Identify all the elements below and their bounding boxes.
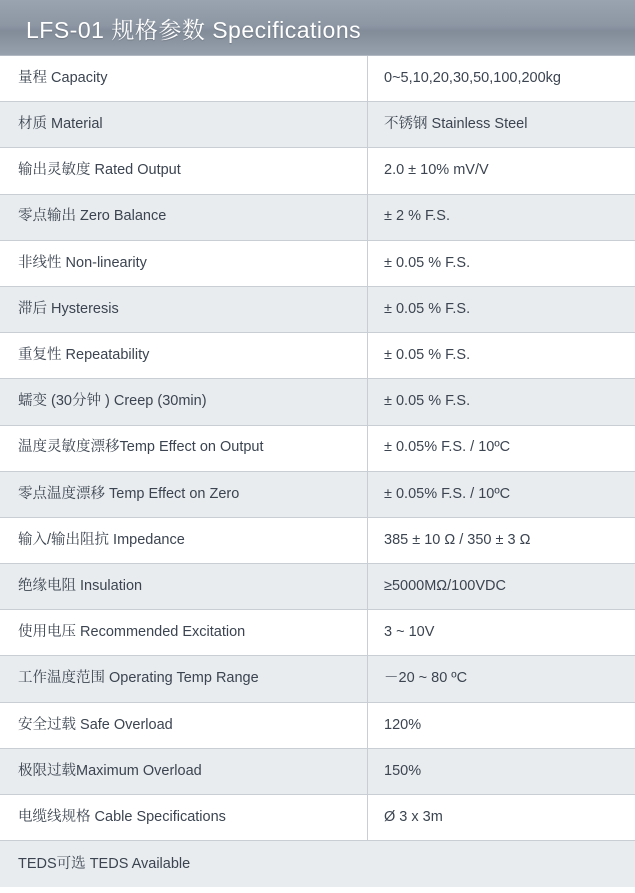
- spec-label: 工作温度范围 Operating Temp Range: [0, 656, 368, 702]
- spec-label: 材质 Material: [0, 102, 368, 148]
- spec-value: 150%: [368, 749, 635, 795]
- spec-label: 使用电压 Recommended Excitation: [0, 610, 368, 656]
- spec-label: 极限过载Maximum Overload: [0, 749, 368, 795]
- spec-value: 0~5,10,20,30,50,100,200kg: [368, 56, 635, 102]
- table-row: [0, 426, 635, 472]
- spec-value: ± 0.05 % F.S.: [368, 241, 635, 287]
- spec-value: 2.0 ± 10% mV/V: [368, 148, 635, 194]
- spec-value: ± 0.05% F.S. / 10ºC: [368, 426, 635, 472]
- table-row: [0, 703, 635, 749]
- table-row: [0, 610, 635, 656]
- spec-label: 电缆线规格 Cable Specifications: [0, 795, 368, 841]
- spec-label: 滞后 Hysteresis: [0, 287, 368, 333]
- table-row: [0, 749, 635, 795]
- table-row: [0, 333, 635, 379]
- spec-label: 输出灵敏度 Rated Output: [0, 148, 368, 194]
- table-row: [0, 656, 635, 702]
- spec-label: TEDS可选 TEDS Available: [18, 855, 191, 872]
- table-row: [0, 102, 635, 148]
- table-row: [0, 518, 635, 564]
- table-row: [0, 841, 635, 887]
- spec-label: 温度灵敏度漂移Temp Effect on Output: [0, 426, 368, 472]
- spec-label: 量程 Capacity: [0, 56, 368, 102]
- table-row: [0, 287, 635, 333]
- table-row: [0, 379, 635, 425]
- spec-label: 非线性 Non-linearity: [0, 241, 368, 287]
- specifications-table: [0, 56, 635, 893]
- spec-label: 绝缘电阻 Insulation: [0, 564, 368, 610]
- table-row: [0, 564, 635, 610]
- spec-label: 蠕变 (30分钟 ) Creep (30min): [0, 379, 368, 425]
- table-row: [0, 241, 635, 287]
- spec-value: 不锈钢 Stainless Steel: [368, 102, 635, 148]
- spec-label: 重复性 Repeatability: [0, 333, 368, 379]
- spec-value: ± 0.05 % F.S.: [368, 379, 635, 425]
- spec-label: 零点输出 Zero Balance: [0, 195, 368, 241]
- spec-value: ± 2 % F.S.: [368, 195, 635, 241]
- spec-value: 120%: [368, 703, 635, 749]
- spec-value: ≥5000MΩ/100VDC: [368, 564, 635, 610]
- spec-value: 3 ~ 10V: [368, 610, 635, 656]
- spec-value: －20 ~ 80 ºC: [368, 656, 635, 702]
- table-row: [0, 195, 635, 241]
- spec-value: ± 0.05 % F.S.: [368, 333, 635, 379]
- spec-label: 输入/输出阻抗 Impedance: [0, 518, 368, 564]
- spec-value: ± 0.05% F.S. / 10ºC: [368, 472, 635, 518]
- spec-value: Ø 3 x 3m: [368, 795, 635, 841]
- spec-value: ± 0.05 % F.S.: [368, 287, 635, 333]
- table-row: [0, 56, 635, 102]
- spec-label: 零点温度漂移 Temp Effect on Zero: [0, 472, 368, 518]
- table-row: [0, 472, 635, 518]
- sheet-title-bar: [0, 0, 635, 56]
- spec-value: 385 ± 10 Ω / 350 ± 3 Ω: [368, 518, 635, 564]
- table-row: [0, 148, 635, 194]
- page-title: LFS-01 规格参数 Specifications: [26, 16, 362, 43]
- table-row: [0, 795, 635, 841]
- spec-label: 安全过载 Safe Overload: [0, 703, 368, 749]
